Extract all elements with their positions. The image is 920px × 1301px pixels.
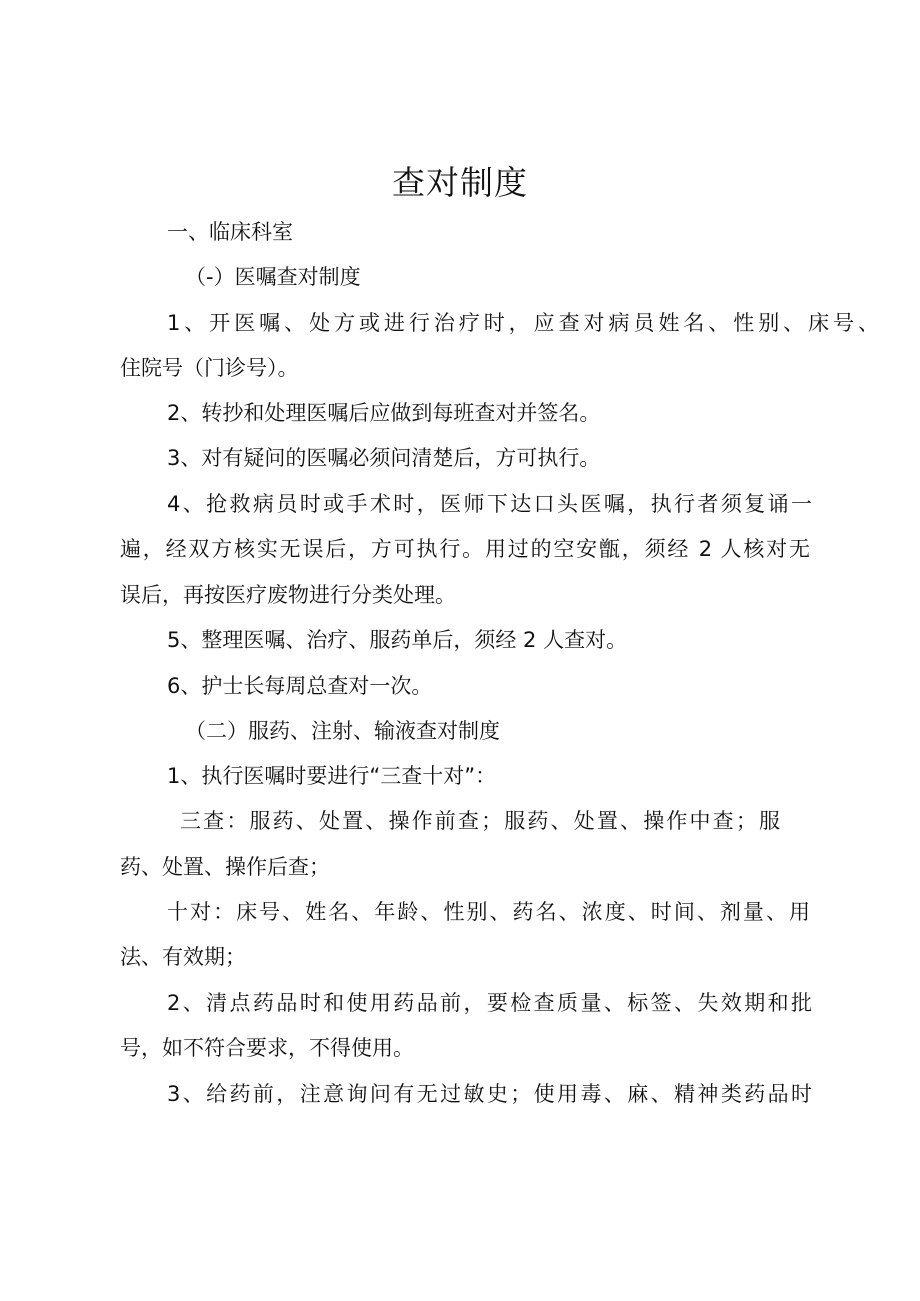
paragraph-line <box>167 1079 812 1109</box>
paragraph-line <box>167 489 812 519</box>
paragraph-line <box>167 308 879 338</box>
subsection-heading: （二）服药、注射、输液查对制度 <box>185 719 500 743</box>
paragraph-text: 2、清点药品时和使用药品前，要检查质量、标签、失效期和批 <box>167 991 812 1015</box>
section-heading: 一、临床科室 <box>167 220 293 244</box>
paragraph-text: 十对：床号、姓名、年龄、性别、药名、浓度、时间、剂量、用 <box>167 900 810 924</box>
paragraph-line: 法、有效期； <box>120 945 246 969</box>
paragraph-text: 遍，经双方核实无误后，方可执行。用过的空安甑，须经 2 人核对无 <box>120 537 810 561</box>
paragraph-line: 3、对有疑问的医嘱必须问清楚后，方可执行。 <box>167 446 601 470</box>
paragraph-line: 误后，再按医疗废物进行分类处理。 <box>120 583 456 607</box>
paragraph-text: 1、开医嘱、处方或进行治疗时，应查对病员姓名、性别、床号、 <box>167 311 879 335</box>
paragraph-line: 住院号（门诊号）。 <box>120 356 299 380</box>
paragraph-line <box>167 897 810 927</box>
paragraph-text: 3、给药前，注意询问有无过敏史；使用毒、麻、精神类药品时 <box>167 1082 812 1106</box>
paragraph-line: 1、执行医嘱时要进行“三查十对”： <box>167 764 497 788</box>
document-title: 查对制度 <box>392 163 528 202</box>
paragraph-line: 号，如不符合要求，不得使用。 <box>120 1036 414 1060</box>
paragraph-line: 2、转抄和处理医嘱后应做到每班查对并签名。 <box>167 401 601 425</box>
paragraph-line: 6、护士长每周总查对一次。 <box>167 674 433 698</box>
paragraph-line: 药、处置、操作后查； <box>120 855 330 879</box>
paragraph-line <box>120 534 810 564</box>
paragraph-line <box>180 806 780 836</box>
paragraph-text: 三查：服药、处置、操作前查；服药、处置、操作中查；服 <box>180 809 780 833</box>
paragraph-line <box>167 988 812 1018</box>
paragraph-text: 4、抢救病员时或手术时，医师下达口头医嘱，执行者须复诵一 <box>167 492 812 516</box>
paragraph-line: 5、整理医嘱、治疗、服药单后，须经 2 人查对。 <box>167 628 628 652</box>
subsection-heading: （-）医嘱查对制度 <box>185 265 361 289</box>
